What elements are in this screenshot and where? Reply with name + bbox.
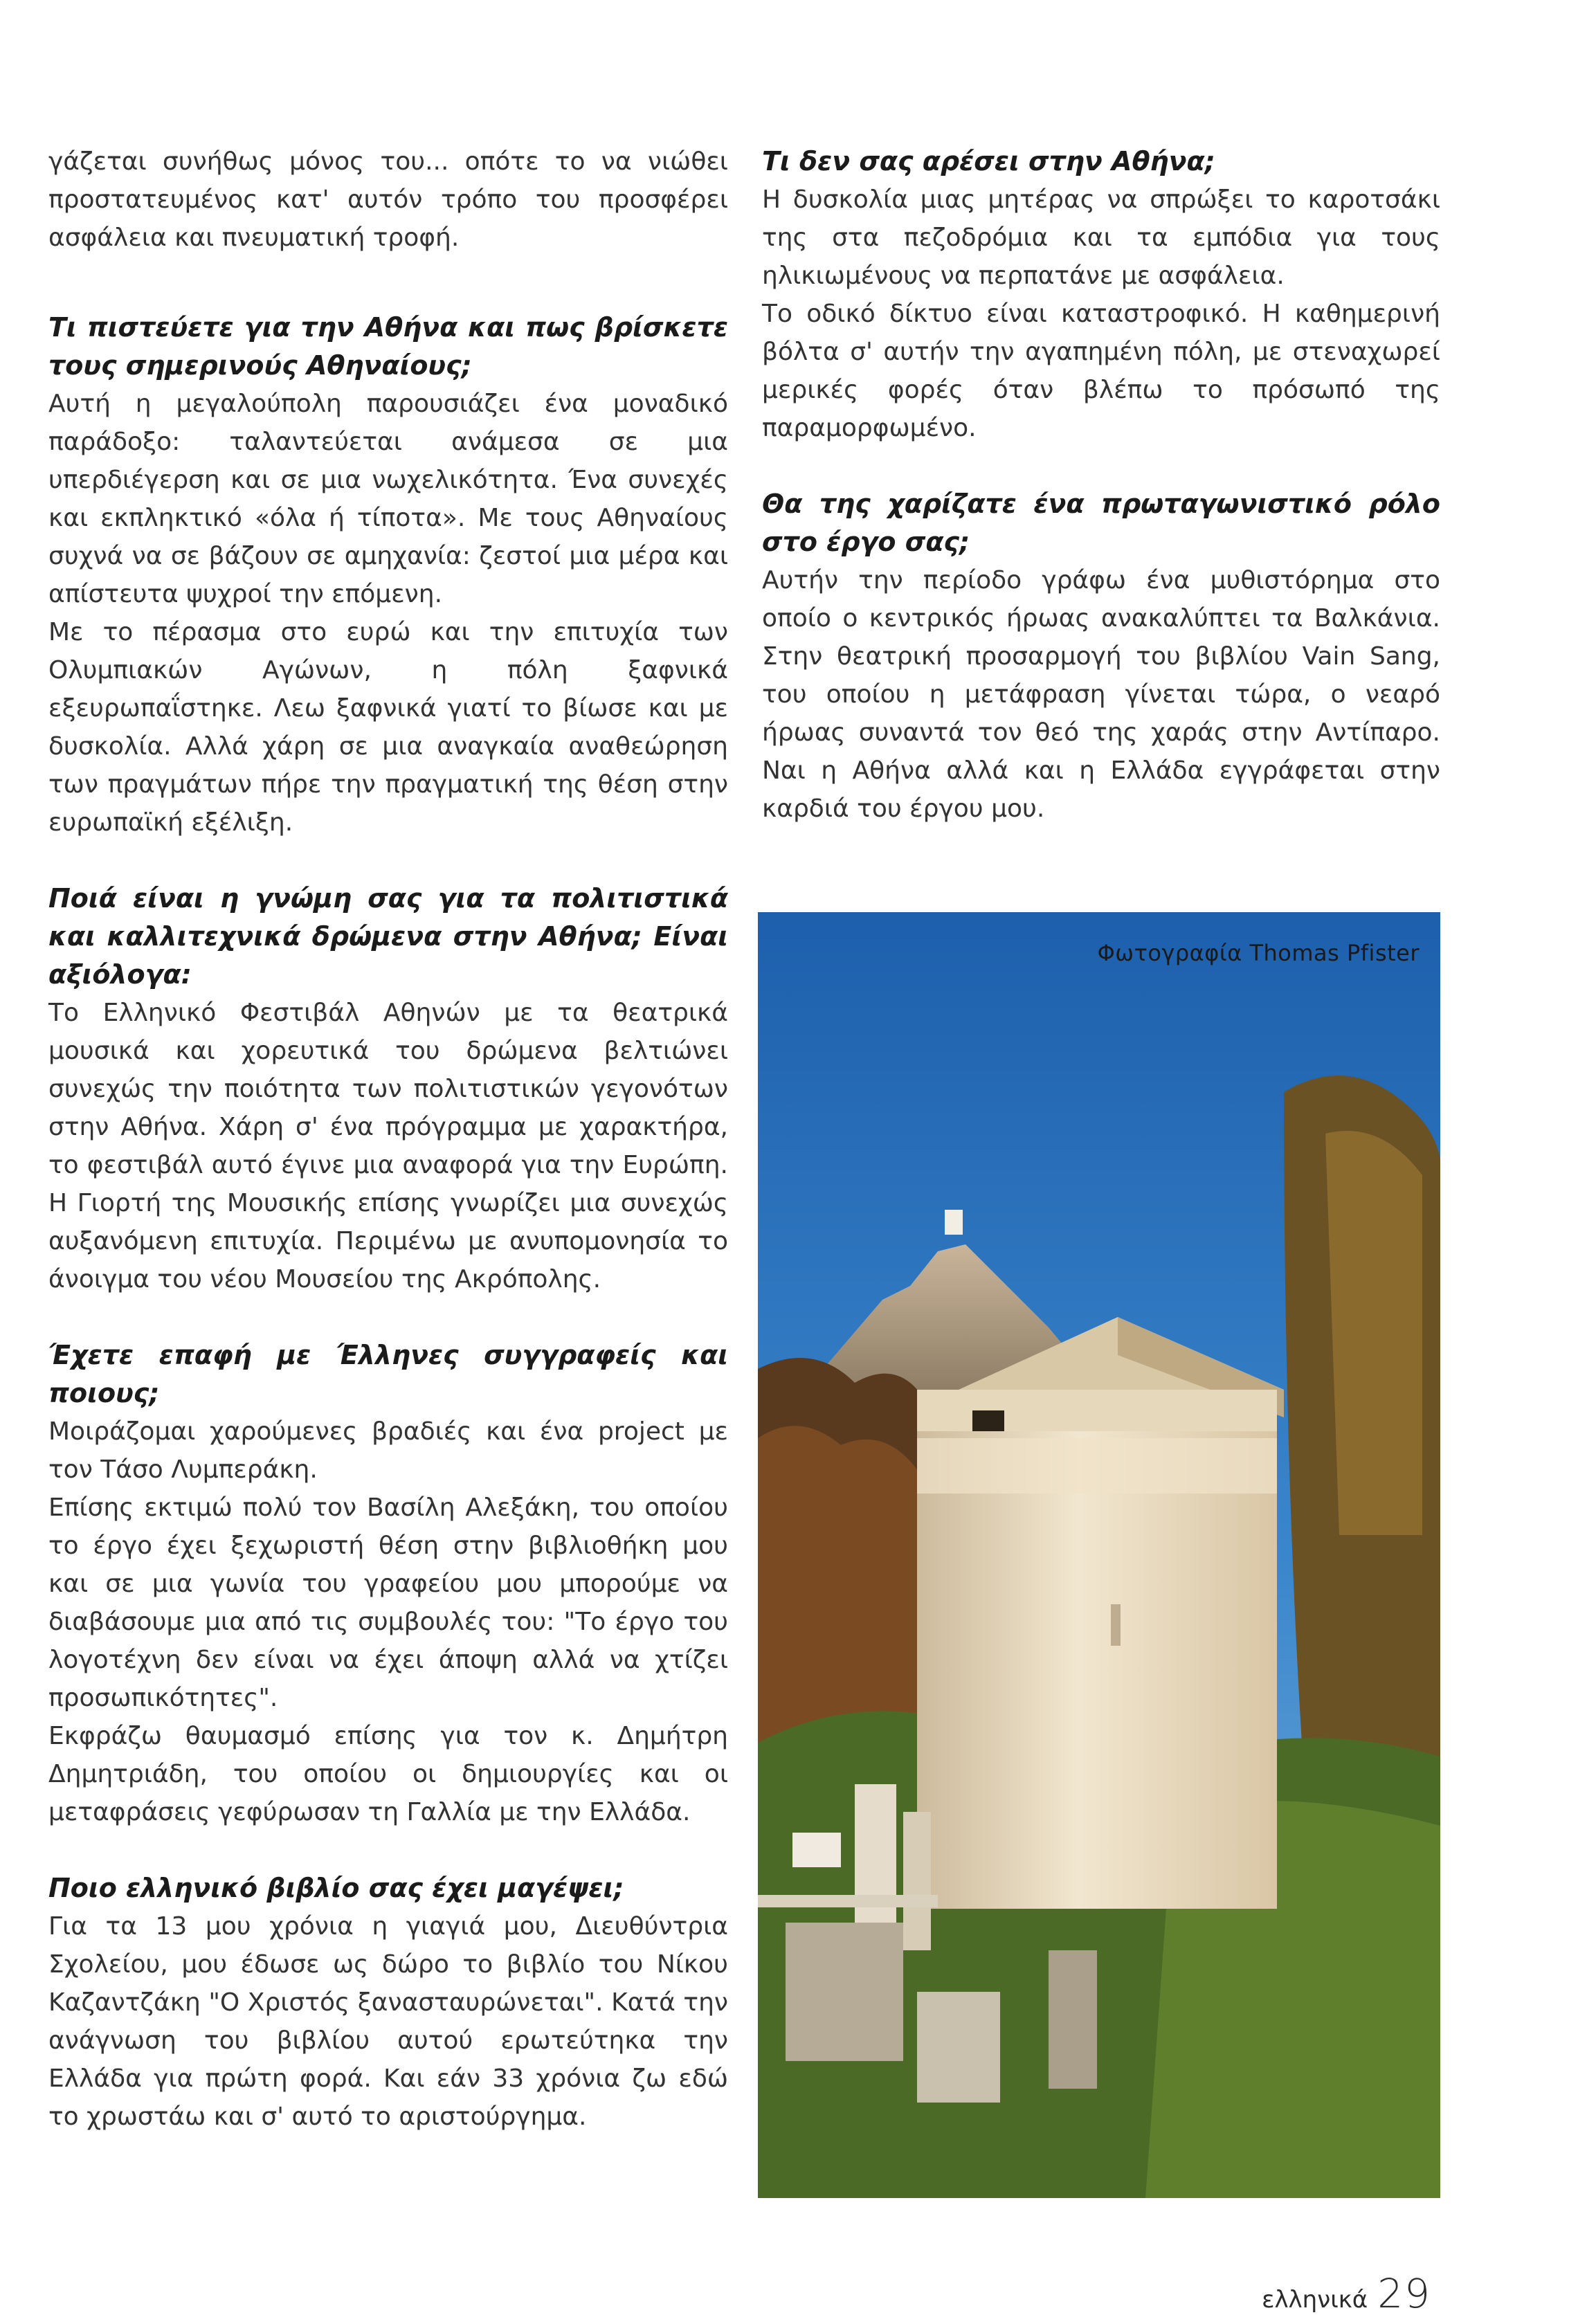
answer-athens-2: Με το πέρασμα στο ευρώ και την επιτυχία των Ολυμπιακών Αγώνων, η πόλη ξαφνικά εξευρωπαΐστηκε. Λεω ξαφνικά γιατί το βίωσε και με δυσκολία. Αλλά χάρη σε μια αναγκαία αναθεώρηση των πραγμάτων πήρε την πραγματική της θέση στην ευρωπαϊκή εξέλιξη. <box>48 618 728 837</box>
answer-writers-3: Εκφράζω θαυμασμό επίσης για τον κ. Δημήτρη Δημητριάδη, του οποίου οι δημιουργίες και οι μεταφράσεις γεφύρωσαν τη Γαλλία με την Ελλάδα. <box>48 1722 728 1826</box>
answer-role: Αυτήν την περίοδο γράφω ένα μυθιστόρημα στο οποίο ο κεντρικός ήρωας ανακαλύπτει τα Βαλκάνια. Στην θεατρική προσαρμογή του βιβλίου Vain Sang, του οποίου η μετάφραση γίνεται τώρα, ο νεαρό ήρωας συναντά τον θεό της χαράς στην Αντίπαρο. Ναι η Αθήνα αλλά και η Ελλάδα εγγράφεται στην καρδιά του έργου μου. <box>762 566 1440 823</box>
left-column <box>48 143 728 2136</box>
answer-dislike-2: Το οδικό δίκτυο είναι καταστροφικό. Η καθημερινή βόλτα σ' αυτήν την αγαπημένη πόλη, με στεναχωρεί μερικές φορές όταν βλέπω το πρόσωπό της παραμορφωμένο. <box>762 300 1440 442</box>
question-book: Ποιο ελληνικό βιβλίο σας έχει μαγέψει; <box>48 1873 624 1903</box>
answer-writers-1: Μοιράζομαι χαρούμενες βραδιές και ένα project με τον Τάσο Λυμπεράκη. <box>48 1417 728 1484</box>
answer-culture: Το Ελληνικό Φεστιβάλ Αθηνών με τα θεατρικά μουσικά και χορευτικά του δρώμενα βελτιώνει συνεχώς την ποιότητα των πολιτιστικών γεγονότων στην Αθήνα. Χάρη σ' ένα πρόγραμμα με χαρακτήρα, το φεστιβάλ αυτό έγινε μια αναφορά για την Ευρώπη. Η Γιορτή της Μουσικής επίσης γνωρίζει μια συνεχώς αυξανόμενη επιτυχία. Περιμένω με ανυπομονησία το άνοιγμα του νέου Μουσείου της Ακρόπολης. <box>48 999 728 1293</box>
question-culture: Ποιά είναι η γνώμη σας για τα πολιτιστικά και καλλιτεχνικά δρώμενα στην Αθήνα; Είναι αξιόλογα: <box>48 883 728 990</box>
right-column <box>762 143 1440 828</box>
answer-dislike-1: Η δυσκολία μιας μητέρας να σπρώξει το καροτσάκι της στα πεζοδρόμια και τα εμπόδια για τους ηλικιωμένους να περπατάνε με ασφάλεια. <box>762 185 1440 290</box>
photo-illustration <box>758 912 1440 2198</box>
photo-credit: Φωτογραφία Thomas Pfister <box>1097 940 1420 966</box>
question-dislike: Τι δεν σας αρέσει στην Αθήνα; <box>762 146 1215 176</box>
page-footer <box>1262 2270 1431 2317</box>
question-athens: Τι πιστεύετε για την Αθήνα και πως βρίσκετε τους σημερινούς Αθηναίους; <box>48 312 728 381</box>
tower-of-winds-photo <box>758 912 1440 2198</box>
answer-writers-2: Επίσης εκτιμώ πολύ τον Βασίλη Αλεξάκη, του οποίου το έργο έχει ξεχωριστή θέση στην βιβλιοθήκη μου και σε μια γωνία του γραφείου μου μπορούμε να διαβάσουμε μια από τις συμβουλές του: "Το έργο του λογοτέχνη δεν είναι να έχει άποψη αλλά να χτίζει προσωπικότητες". <box>48 1494 728 1712</box>
answer-book: Για τα 13 μου χρόνια η γιαγιά μου, Διευθύντρια Σχολείου, μου έδωσε ως δώρο το βιβλίο του Νίκου Καζαντζάκη "Ο Χριστός ξανασταυρώνεται". Κατά την ανάγνωση του βιβλίου αυτού ερωτεύτηκα την Ελλάδα για πρώτη φορά. Και εάν 33 χρόνια ζω εδώ το χρωστάω και σ' αυτό το αριστούργημα. <box>48 1912 728 2131</box>
question-writers: Έχετε επαφή με Έλληνες συγγραφείς και ποιους; <box>48 1340 728 1408</box>
page-number: 29 <box>1377 2270 1431 2317</box>
magazine-label: ελληνικά <box>1262 2286 1368 2314</box>
intro-paragraph: γάζεται συνήθως μόνος του... οπότε το να νιώθει προστατευμένος κατ' αυτόν τρόπο του προσφέρει ασφάλεια και πνευματική τροφή. <box>48 147 728 252</box>
question-role: Θα της χαρίζατε ένα πρωταγωνιστικό ρόλο στο έργο σας; <box>762 489 1440 557</box>
answer-athens-1: Αυτή η μεγαλούπολη παρουσιάζει ένα μοναδικό παράδοξο: ταλαντεύεται ανάμεσα σε μια υπερδιέγερση και σε μια νωχελικότητα. Ένα συνεχές και εκπληκτικό «όλα ή τίποτα». Με τους Αθηναίους συχνά να σε βάζουν σε αμηχανία: ζεστοί μια μέρα και απίστευτα ψυχροί την επόμενη. <box>48 390 728 608</box>
